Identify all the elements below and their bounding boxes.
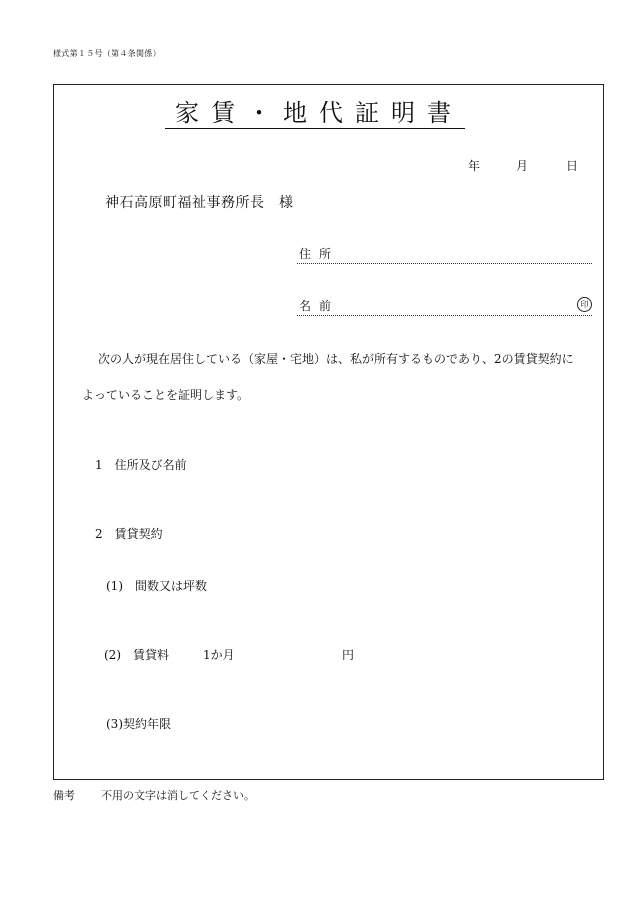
item-2-2-rent-period: 1か月	[203, 648, 235, 662]
document-title: 家賃・地代証明書	[165, 99, 465, 129]
remark-label: 備考	[53, 789, 75, 802]
certifier-name-field[interactable]	[297, 297, 592, 316]
certifier-name-label: 名前	[299, 299, 340, 313]
form-number: 様式第１５号（第４条関係）	[53, 49, 161, 58]
certificate-frame	[53, 84, 604, 780]
item-2-2-rent-currency: 円	[342, 648, 355, 662]
addressee: 神石高原町福祉事務所長 様	[105, 195, 294, 211]
date-day-label: 日	[566, 159, 579, 173]
statement-line-1: 次の人が現在居住している（家屋・宅地）は、私が所有するものであり、2の賃貸契約に	[98, 352, 574, 366]
item-2-1-rooms-area: (1) 間数又は坪数	[106, 579, 207, 593]
remark-text: 不用の文字は消してください。	[101, 789, 255, 802]
item-1-address-name: 1 住所及び名前	[95, 458, 187, 472]
item-2-3-contract-term: (3)契約年限	[106, 717, 171, 731]
date-month-label: 月	[516, 159, 529, 173]
item-2-2-rent-label: (2) 賃貸料	[104, 648, 169, 662]
statement-line-2: よっていることを証明します。	[82, 388, 250, 402]
item-2-lease-contract: 2 賃貸契約	[95, 527, 163, 541]
date-year-label: 年	[468, 159, 481, 173]
certifier-address-field[interactable]	[297, 245, 592, 264]
document-title-wrapper	[0, 98, 630, 128]
seal-mark: 印	[577, 297, 592, 312]
certifier-address-label: 住所	[299, 247, 340, 261]
